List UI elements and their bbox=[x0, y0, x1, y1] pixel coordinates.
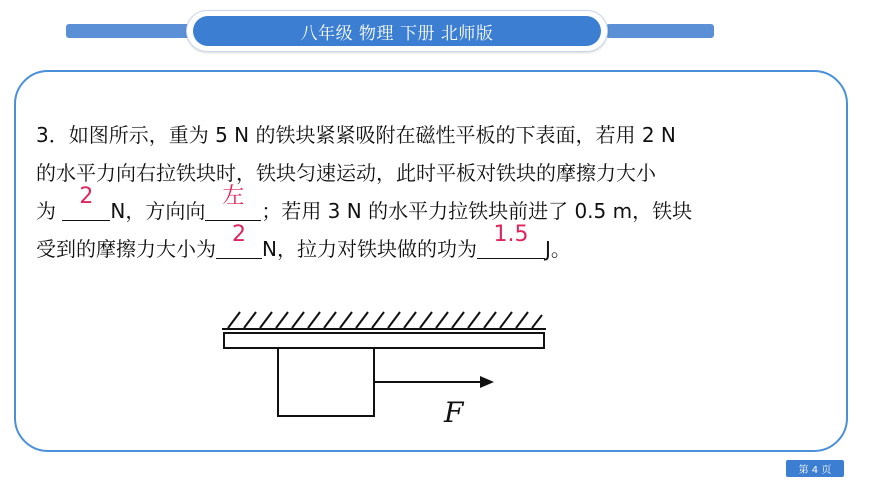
line3-text-c: ；若用 3 N 的水平力拉铁块前进了 0.5 m，铁块 bbox=[261, 199, 693, 223]
header-title: 八年级 物理 下册 北师版 bbox=[300, 23, 494, 44]
force-label: F bbox=[444, 396, 464, 426]
answer-2: 左 bbox=[222, 184, 245, 209]
line4-text-c: J。 bbox=[544, 237, 571, 261]
page-label: 第 4 页 bbox=[798, 465, 832, 476]
page-badge bbox=[786, 460, 844, 477]
question-text bbox=[36, 116, 836, 268]
question-line-2: 的水平力向右拉铁块时，铁块匀速运动，此时平板对铁块的摩擦力大小 bbox=[36, 161, 656, 185]
answer-3: 2 bbox=[232, 222, 246, 247]
answer-blank-3 bbox=[216, 222, 262, 259]
line3-text-b: N，方向向 bbox=[110, 199, 206, 223]
header-decor-bar-left bbox=[66, 24, 198, 38]
line4-text-b: N，拉力对铁块做的功为 bbox=[262, 237, 477, 261]
line3-text-a: 为 bbox=[36, 199, 63, 223]
answer-blank-4 bbox=[477, 222, 545, 259]
line4-text-a: 受到的摩擦力大小为 bbox=[36, 237, 216, 261]
answer-1: 2 bbox=[79, 184, 94, 209]
iron-block bbox=[278, 348, 374, 416]
header-pill-inner bbox=[193, 16, 601, 46]
force-arrow-head bbox=[480, 376, 494, 388]
header-decor-bar-right bbox=[606, 24, 714, 38]
answer-blank-2 bbox=[205, 184, 261, 221]
hatch-marks bbox=[228, 312, 542, 328]
answer-4: 1.5 bbox=[493, 222, 529, 247]
question-line-1: 3．如图所示，重为 5 N 的铁块紧紧吸附在磁性平板的下表面，若用 2 N bbox=[36, 123, 676, 147]
magnetic-plate bbox=[224, 333, 544, 348]
answer-blank-1 bbox=[62, 184, 110, 221]
question-line-4 bbox=[36, 222, 836, 268]
header-pill bbox=[186, 10, 608, 52]
question-line-3 bbox=[36, 184, 836, 230]
physics-diagram bbox=[218, 306, 548, 426]
